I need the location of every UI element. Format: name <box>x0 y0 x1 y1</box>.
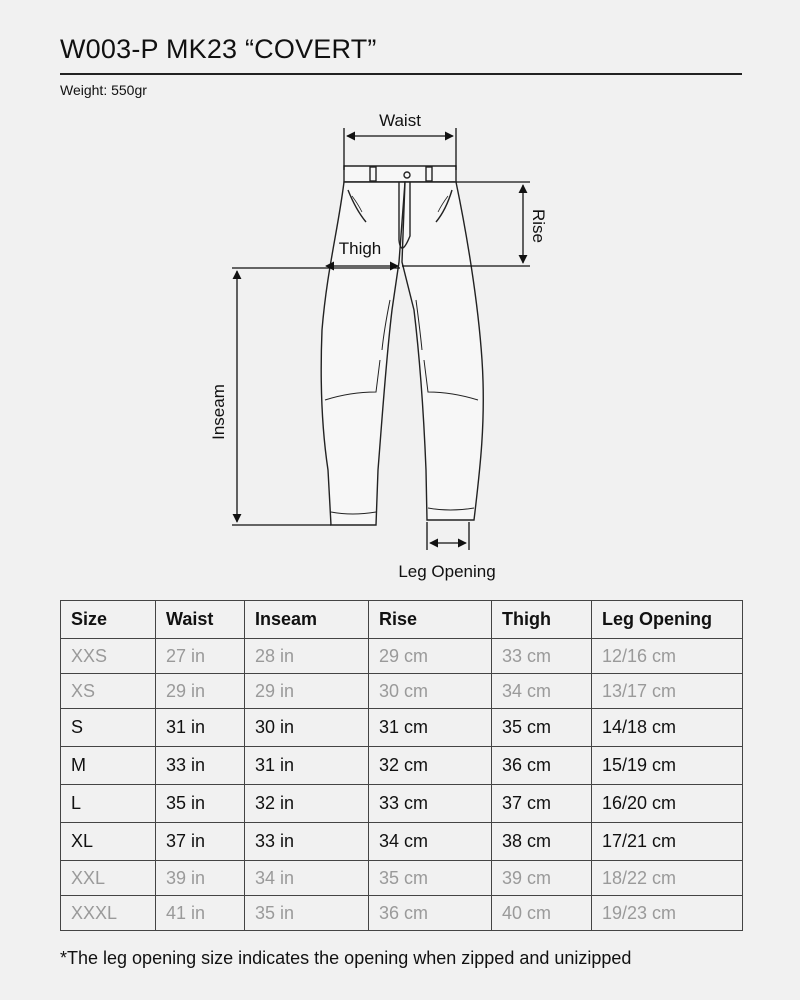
weight-label: Weight: 550gr <box>60 82 147 98</box>
cell-size: XXS <box>61 639 156 674</box>
cell-inseam: 33 in <box>245 823 369 861</box>
cell-waist: 41 in <box>156 896 245 931</box>
cell-inseam: 34 in <box>245 861 369 896</box>
table-row <box>61 861 743 896</box>
cell-rise: 30 cm <box>369 674 492 709</box>
table-header-row <box>61 601 743 639</box>
cell-waist: 29 in <box>156 674 245 709</box>
cell-inseam: 31 in <box>245 747 369 785</box>
thigh-label: Thigh <box>338 239 382 258</box>
header-leg-opening: Leg Opening <box>592 601 743 639</box>
table-row <box>61 674 743 709</box>
cell-size: XL <box>61 823 156 861</box>
cell-size: XXL <box>61 861 156 896</box>
cell-waist: 35 in <box>156 785 245 823</box>
cell-waist: 27 in <box>156 639 245 674</box>
cell-rise: 34 cm <box>369 823 492 861</box>
cell-rise: 29 cm <box>369 639 492 674</box>
cell-size: L <box>61 785 156 823</box>
cell-thigh: 33 cm <box>492 639 592 674</box>
waistband <box>344 166 456 182</box>
cell-leg-opening: 19/23 cm <box>592 896 743 931</box>
cell-inseam: 35 in <box>245 896 369 931</box>
left-leg <box>321 182 405 525</box>
table-row <box>61 785 743 823</box>
cell-leg-opening: 13/17 cm <box>592 674 743 709</box>
cell-thigh: 36 cm <box>492 747 592 785</box>
cell-waist: 39 in <box>156 861 245 896</box>
header-waist: Waist <box>156 601 245 639</box>
cell-thigh: 39 cm <box>492 861 592 896</box>
inseam-label: Inseam <box>209 384 228 440</box>
cell-inseam: 28 in <box>245 639 369 674</box>
table-row <box>61 896 743 931</box>
cell-waist: 37 in <box>156 823 245 861</box>
cell-inseam: 29 in <box>245 674 369 709</box>
table-row <box>61 639 743 674</box>
cell-waist: 33 in <box>156 747 245 785</box>
waist-measurement <box>344 128 456 170</box>
header-thigh: Thigh <box>492 601 592 639</box>
page-title: W003-P MK23 “COVERT” <box>60 34 377 64</box>
cell-leg-opening: 16/20 cm <box>592 785 743 823</box>
waist-label: Waist <box>379 111 421 130</box>
cell-thigh: 38 cm <box>492 823 592 861</box>
cell-leg-opening: 17/21 cm <box>592 823 743 861</box>
cell-rise: 31 cm <box>369 709 492 747</box>
cell-leg-opening: 12/16 cm <box>592 639 743 674</box>
footnote: *The leg opening size indicates the opening when zipped and unizipped <box>60 948 632 968</box>
cell-thigh: 35 cm <box>492 709 592 747</box>
cell-leg-opening: 15/19 cm <box>592 747 743 785</box>
cell-leg-opening: 14/18 cm <box>592 709 743 747</box>
cell-thigh: 40 cm <box>492 896 592 931</box>
cell-size: XXXL <box>61 896 156 931</box>
cell-rise: 35 cm <box>369 861 492 896</box>
cell-rise: 36 cm <box>369 896 492 931</box>
header-inseam: Inseam <box>245 601 369 639</box>
cell-size: XS <box>61 674 156 709</box>
header-rise: Rise <box>369 601 492 639</box>
table-row <box>61 823 743 861</box>
cell-inseam: 30 in <box>245 709 369 747</box>
cell-thigh: 37 cm <box>492 785 592 823</box>
cell-leg-opening: 18/22 cm <box>592 861 743 896</box>
leg-opening-measurement <box>427 522 469 550</box>
table-row <box>61 747 743 785</box>
cell-thigh: 34 cm <box>492 674 592 709</box>
cell-size: S <box>61 709 156 747</box>
rise-label: Rise <box>529 208 548 244</box>
leg-opening-label: Leg Opening <box>398 562 496 581</box>
table-row <box>61 709 743 747</box>
cell-rise: 33 cm <box>369 785 492 823</box>
cell-waist: 31 in <box>156 709 245 747</box>
pants-illustration <box>321 166 483 525</box>
size-chart-table <box>60 600 743 931</box>
cell-rise: 32 cm <box>369 747 492 785</box>
right-leg <box>402 182 483 520</box>
cell-size: M <box>61 747 156 785</box>
cell-inseam: 32 in <box>245 785 369 823</box>
header-size: Size <box>61 601 156 639</box>
